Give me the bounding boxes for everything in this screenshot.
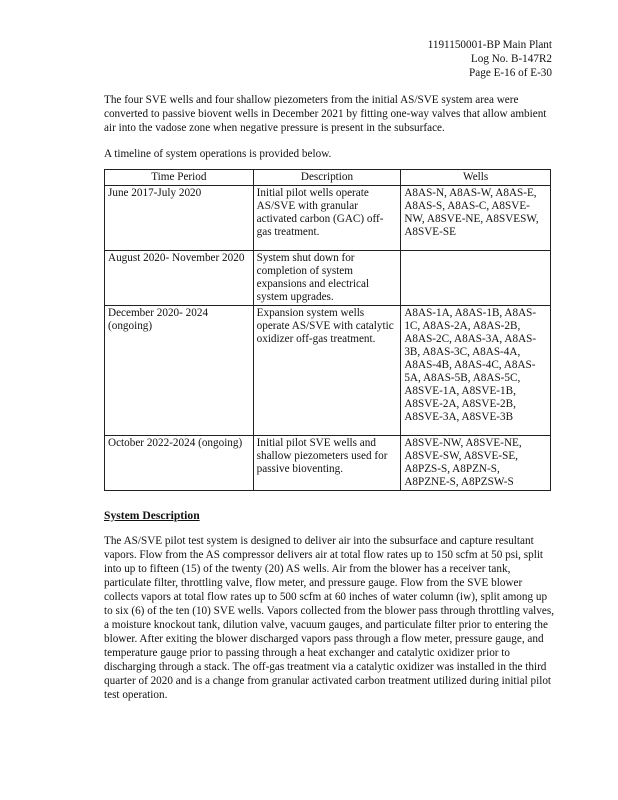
table-row bbox=[105, 436, 551, 491]
table-row bbox=[105, 251, 551, 306]
page-number: Page E-16 of E-30 bbox=[469, 67, 552, 79]
page-header bbox=[428, 38, 552, 80]
timeline-table bbox=[104, 169, 551, 491]
header-wells: Wells bbox=[401, 170, 551, 186]
wells-cell bbox=[401, 251, 551, 306]
table-row bbox=[105, 306, 551, 436]
time-period-cell: October 2022-2024 (ongoing) bbox=[105, 436, 254, 491]
wells-cell: A8SVE-NW, A8SVE-NE, A8SVE-SW, A8SVE-SE, A8PZS-S, A8PZN-S, A8PZNE-S, A8PZSW-S bbox=[401, 436, 551, 491]
description-cell: Initial pilot SVE wells and shallow piezometers used for passive bioventing. bbox=[253, 436, 401, 491]
header-time-period: Time Period bbox=[105, 170, 254, 186]
log-number: Log No. B-147R2 bbox=[470, 53, 552, 65]
document-id: 1191150001-BP Main Plant bbox=[427, 39, 552, 51]
description-cell: Expansion system wells operate AS/SVE with catalytic oxidizer off-gas treatment. bbox=[253, 306, 401, 436]
table-row bbox=[105, 186, 551, 251]
table-header-row bbox=[105, 170, 551, 186]
wells-cell: A8AS-N, A8AS-W, A8AS-E, A8AS-S, A8AS-C, A8SVE-NW, A8SVE-NE, A8SVESW, A8SVE-SE bbox=[401, 186, 551, 251]
timeline-intro-text: A timeline of system operations is provided below. bbox=[104, 148, 332, 160]
wells-cell: A8AS-1A, A8AS-1B, A8AS-1C, A8AS-2A, A8AS-2B, A8AS-2C, A8AS-3A, A8AS-3B, A8AS-3C, A8AS-4A, A8AS-4B, A8AS-4C, A8AS-5A, A8AS-5B, A8AS-5C, A8SVE-1A, A8SVE-1B, A8SVE-2A, A8SVE-2B, A8SVE-3A, A8SVE-3B bbox=[401, 306, 551, 436]
header-description: Description bbox=[253, 170, 401, 186]
time-period-cell: August 2020- November 2020 bbox=[105, 251, 254, 306]
section-heading-system-description: System Description bbox=[104, 509, 200, 522]
intro-paragraph: The four SVE wells and four shallow piezometers from the initial AS/SVE system area were converted to passive biovent wells in December 2021 by fitting one-way valves that allow ambient air into the vadose zone when negative pressure is present in the subsurface. bbox=[104, 94, 547, 134]
system-description-paragraph: The AS/SVE pilot test system is designed to deliver air into the subsurface and capture resultant vapors. Flow from the AS compressor delivers air at total flow rates up to 150 scfm at 50 psi, split into up to fifteen (15) of the twenty (20) AS wells. Air from the blower has a receiver tank, particulate filter, throttling valve, flow meter, and pressure gauge. Flow from the SVE blower collects vapors at total flow rates up to 500 scfm at 60 inches of water column (iw), split among up to six (6) of the ten (10) SVE wells. Vapors collected from the blower pass through throttling valves, a moisture knockout tank, dilution valve, vacuum gauges, and particulate filter prior to entering the blower. After exiting the blower discharged vapors pass through a flow meter, pressure gauge, and temperature gauge prior to passing through a heat exchanger and catalytic oxidizer prior to discharging through a stack. The off-gas treatment via a catalytic oxidizer was installed in the third quarter of 2020 and is a change from granular activated carbon treatment utilized during initial pilot test operation. bbox=[104, 535, 555, 701]
time-period-cell: June 2017-July 2020 bbox=[105, 186, 254, 251]
time-period-cell: December 2020- 2024 (ongoing) bbox=[105, 306, 254, 436]
description-cell: Initial pilot wells operate AS/SVE with granular activated carbon (GAC) off-gas treatment. bbox=[253, 186, 401, 251]
description-cell: System shut down for completion of system expansions and electrical system upgrades. bbox=[253, 251, 401, 306]
